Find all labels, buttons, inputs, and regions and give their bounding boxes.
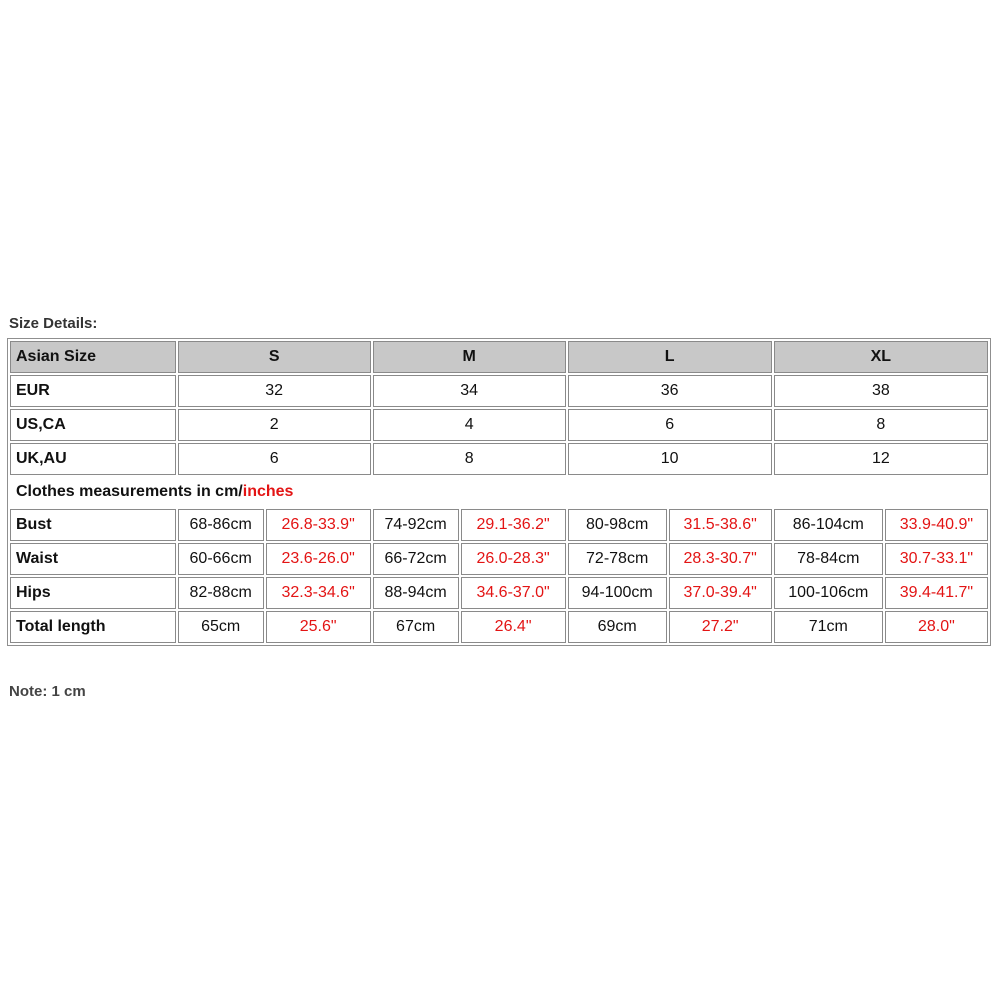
size-chart-body: [10, 341, 988, 643]
conversion-value: 2: [178, 409, 371, 441]
conversion-value: 8: [373, 443, 566, 475]
conversion-row: [10, 443, 988, 475]
header-label: Asian Size: [10, 341, 176, 373]
partial-note: [9, 683, 86, 700]
conversion-value: 10: [568, 443, 772, 475]
measurement-row-label: Total length: [10, 611, 176, 643]
measurement-cm-value: 94-100cm: [568, 577, 667, 609]
measurement-cm-value: 66-72cm: [373, 543, 459, 575]
size-details-title: Size Details:: [9, 315, 98, 332]
conversion-value: 6: [178, 443, 371, 475]
conversion-value: 12: [774, 443, 988, 475]
measurement-cm-value: 60-66cm: [178, 543, 264, 575]
measurement-cm-value: 86-104cm: [774, 509, 883, 541]
measurement-inch-value: 29.1-36.2": [461, 509, 566, 541]
measurement-inch-value: 32.3-34.6": [266, 577, 371, 609]
conversion-row: [10, 409, 988, 441]
measurement-row: [10, 611, 988, 643]
conversion-value: 4: [373, 409, 566, 441]
measurement-inch-value: 34.6-37.0": [461, 577, 566, 609]
conversion-row: [10, 375, 988, 407]
conversion-value: 32: [178, 375, 371, 407]
measurement-cm-value: 88-94cm: [373, 577, 459, 609]
conversion-value: 36: [568, 375, 772, 407]
measurement-inch-value: 39.4-41.7": [885, 577, 988, 609]
measurement-cm-value: 78-84cm: [774, 543, 883, 575]
conversion-row-label: UK,AU: [10, 443, 176, 475]
measurement-cm-value: 68-86cm: [178, 509, 264, 541]
measurement-cm-value: 69cm: [568, 611, 667, 643]
size-header: S: [178, 341, 371, 373]
measurement-row-label: Bust: [10, 509, 176, 541]
measurement-inch-value: 28.0": [885, 611, 988, 643]
size-header: XL: [774, 341, 988, 373]
measurement-inch-value: 27.2": [669, 611, 772, 643]
measurement-inch-value: 26.0-28.3": [461, 543, 566, 575]
measurements-heading: [10, 477, 988, 507]
size-chart-table: [7, 338, 991, 646]
measurements-heading-row: [10, 477, 988, 507]
measurement-inch-value: 33.9-40.9": [885, 509, 988, 541]
measurement-inch-value: 28.3-30.7": [669, 543, 772, 575]
measurement-cm-value: 67cm: [373, 611, 459, 643]
measurement-inch-value: 26.8-33.9": [266, 509, 371, 541]
conversion-value: 6: [568, 409, 772, 441]
measurements-heading-prefix: Clothes measurements in cm/: [16, 483, 243, 500]
size-header: M: [373, 341, 566, 373]
measurement-cm-value: 65cm: [178, 611, 264, 643]
conversion-value: 8: [774, 409, 988, 441]
measurement-inch-value: 25.6": [266, 611, 371, 643]
measurement-inch-value: 26.4": [461, 611, 566, 643]
partial-note-text: Note: 1 cm: [9, 683, 86, 700]
size-header: L: [568, 341, 772, 373]
measurement-cm-value: 74-92cm: [373, 509, 459, 541]
measurement-inch-value: 30.7-33.1": [885, 543, 988, 575]
measurement-cm-value: 72-78cm: [568, 543, 667, 575]
measurement-inch-value: 23.6-26.0": [266, 543, 371, 575]
conversion-row-label: US,CA: [10, 409, 176, 441]
measurement-row: [10, 509, 988, 541]
measurement-inch-value: 31.5-38.6": [669, 509, 772, 541]
measurement-cm-value: 100-106cm: [774, 577, 883, 609]
measurement-row: [10, 543, 988, 575]
measurement-row-label: Waist: [10, 543, 176, 575]
header-row: [10, 341, 988, 373]
measurement-cm-value: 80-98cm: [568, 509, 667, 541]
measurement-cm-value: 82-88cm: [178, 577, 264, 609]
measurement-inch-value: 37.0-39.4": [669, 577, 772, 609]
measurement-row-label: Hips: [10, 577, 176, 609]
measurements-heading-highlight: inches: [242, 483, 294, 500]
conversion-row-label: EUR: [10, 375, 176, 407]
conversion-value: 38: [774, 375, 988, 407]
measurement-cm-value: 71cm: [774, 611, 883, 643]
conversion-value: 34: [373, 375, 566, 407]
measurement-row: [10, 577, 988, 609]
